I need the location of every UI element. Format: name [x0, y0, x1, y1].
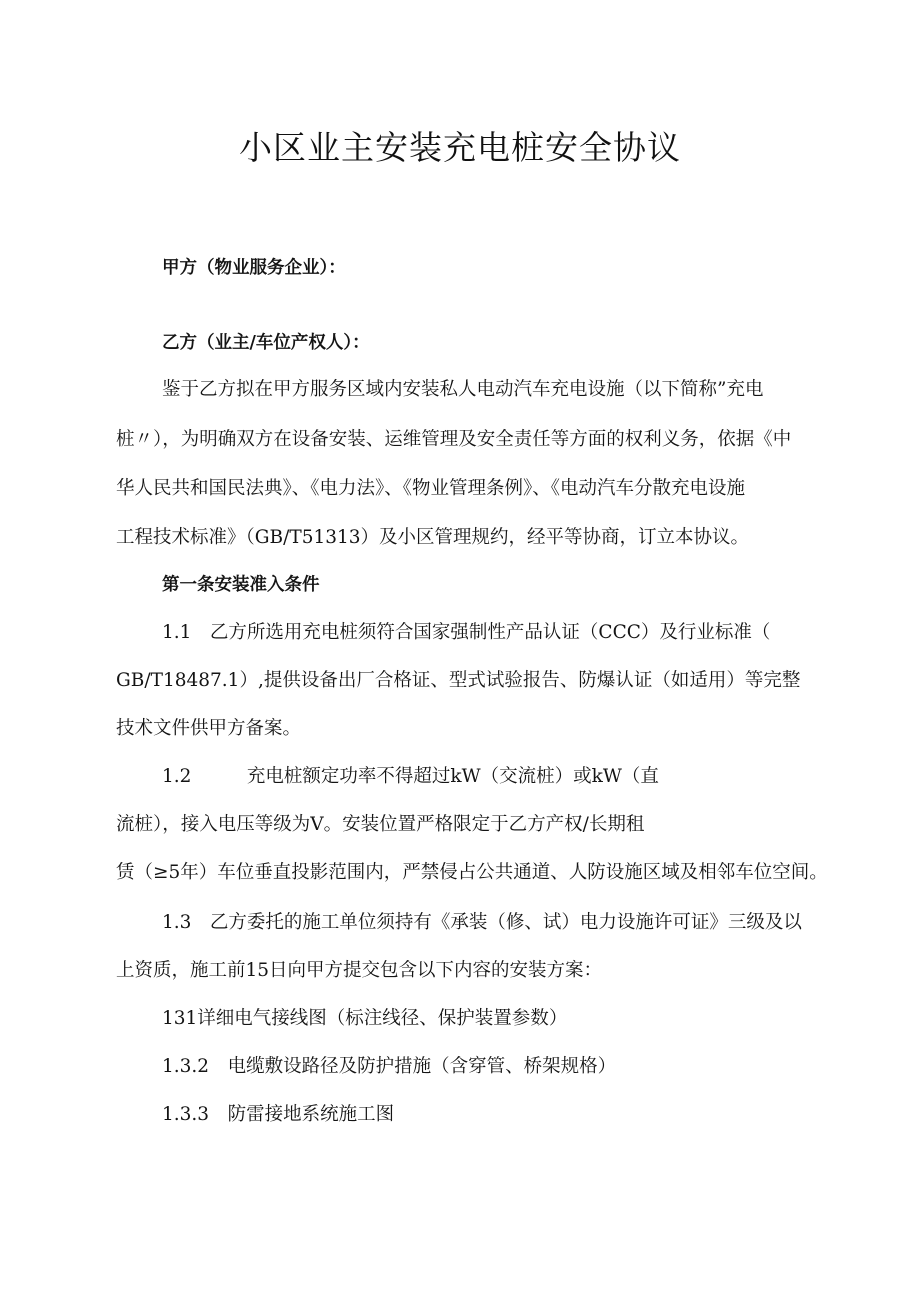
clause-1-1-line-3: 技术文件供甲方备案。 — [116, 718, 302, 739]
clause-1-3-line-1: 1.3 乙方委托的施工单位须持有《承装（修、试）电力设施许可证》三级及以 — [162, 912, 802, 933]
clause-1-2-line-3: 赁（≥5年）车位垂直投影范围内，严禁侵占公共通道、人防设施区域及相邻车位空间。 — [116, 862, 828, 883]
article-1-heading: 第一条安装准入条件 — [162, 575, 320, 595]
party-a-label: 甲方（物业服务企业）： — [162, 258, 346, 278]
preamble-line-1: 鉴于乙方拟在甲方服务区域内安装私人电动汽车充电设施（以下简称”充电 — [162, 379, 764, 400]
preamble-line-4: 工程技术标准》（GB/T51313）及小区管理规约，经平等协商，订立本协议。 — [116, 527, 750, 548]
sub-item-1-3-2: 1.3.2 电缆敷设路径及防护措施（含穿管、桥架规格） — [162, 1056, 617, 1077]
preamble-line-2: 桩〃），为明确双方在设备安装、运维管理及安全责任等方面的权利义务，依据《中 — [116, 429, 792, 450]
clause-1-3-line-2: 上资质，施工前15日向甲方提交包含以下内容的安装方案： — [116, 960, 603, 981]
sub-item-1-3-1: 131详细电气接线图（标注线径、保护装置参数） — [162, 1008, 568, 1029]
party-b-label: 乙方（业主/车位产权人）： — [162, 333, 370, 353]
document-title: 小区业主安装充电桩安全协议 — [239, 128, 681, 167]
clause-1-1-line-2: GB/T18487.1）,提供设备出厂合格证、型式试验报告、防爆认证（如适用）等完整 — [116, 670, 801, 691]
clause-1-2-line-1: 1.2 充电桩额定功率不得超过kW（交流桩）或kW（直 — [162, 766, 659, 787]
preamble-line-3: 华人民共和国民法典》、《电力法》、《物业管理条例》、《电动汽车分散充电设施 — [116, 478, 746, 499]
clause-1-1-line-1: 1.1 乙方所选用充电桩须符合国家强制性产品认证（CCC）及行业标准（ — [162, 622, 771, 643]
sub-item-1-3-3: 1.3.3 防雷接地系统施工图 — [162, 1104, 395, 1125]
clause-1-2-line-2: 流桩），接入电压等级为V。安装位置严格限定于乙方产权/长期租 — [116, 814, 645, 835]
